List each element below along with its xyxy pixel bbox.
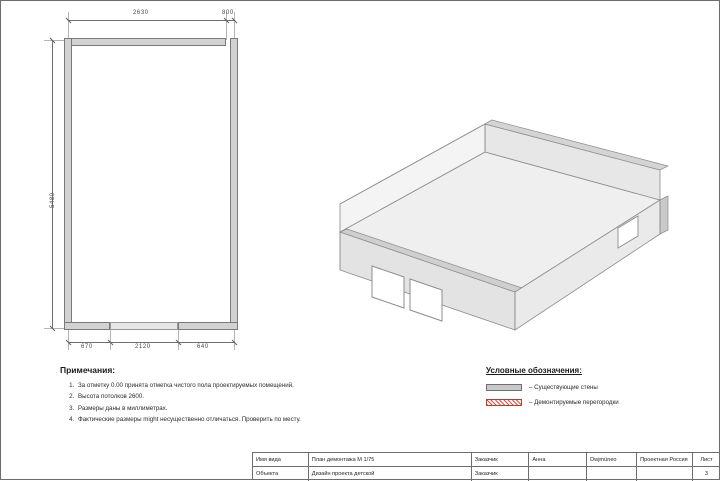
extension-line: [226, 12, 227, 40]
extension-line: [178, 330, 179, 350]
dimension-line-bottom-1: [68, 342, 110, 343]
dimension-line-left: [52, 40, 53, 328]
sheet-number: 3: [704, 471, 709, 477]
dimension-label-bottom-3: 640: [197, 344, 209, 350]
customer-label: Заказчик: [472, 453, 530, 466]
object-value: Дизайн проекта детской: [309, 467, 472, 481]
existing-wall-bottom-right: [178, 322, 238, 330]
notes-title: Примечания:: [60, 365, 116, 375]
project-label: Проектная Россия: [637, 453, 693, 466]
legend-title: Условные обозначения:: [486, 366, 582, 375]
note-item: 3. Размеры даны в миллиметрах.: [76, 403, 450, 414]
dimension-value: [587, 467, 637, 481]
notes-list: [60, 380, 450, 426]
demolished-partition-swatch: [486, 399, 522, 406]
legend-row-existing: [486, 384, 686, 391]
author-value: Анна: [529, 453, 587, 466]
dimension-line-bottom-2: [110, 342, 178, 343]
extension-line: [234, 12, 235, 40]
legend-row-demolished: [486, 399, 686, 406]
extension-line: [110, 330, 111, 350]
extension-line: [68, 330, 69, 350]
dimension-line-top-1: [68, 20, 226, 21]
dimension-label: Dwjmüneo: [587, 453, 637, 466]
legend-block: [486, 366, 686, 414]
notes-block: [60, 365, 450, 426]
room-wall-right-top: [660, 196, 668, 234]
sheet-border-left: [0, 0, 1, 480]
existing-wall-left: [64, 38, 72, 330]
title-block-row-1: [253, 453, 720, 466]
extension-line: [68, 12, 69, 40]
author-label: [529, 467, 587, 481]
dimension-label-top-2: 800: [222, 10, 234, 16]
title-block: [252, 452, 720, 480]
existing-wall-right: [230, 38, 238, 330]
title-block-row-2: [253, 466, 720, 481]
view-name-label: Имя вида: [253, 453, 309, 466]
dimension-label-bottom-2: 2120: [135, 344, 151, 350]
customer-value: Заказчик: [472, 467, 530, 481]
existing-wall-swatch: [486, 384, 522, 391]
dimension-label-top-1: 2630: [133, 10, 149, 16]
note-item: 2. Высота потолков 2600.: [76, 391, 450, 402]
view-name-value: План демонтажа М 1/75: [309, 453, 472, 466]
sheet-border-top: [0, 0, 720, 1]
project-value: [637, 467, 693, 481]
existing-wall-top: [64, 38, 226, 46]
isometric-room-svg: [300, 20, 700, 370]
legend-label-demolished: – Демонтируемые перегородки: [529, 399, 619, 406]
extension-line: [234, 330, 235, 350]
sheet-label: Лист: [700, 456, 713, 463]
opening-bottom-wall: [110, 322, 178, 330]
existing-wall-bottom-left: [64, 322, 110, 330]
object-label: Объекта: [253, 467, 309, 481]
note-item: 4. Фактические размеры might несущественно отличаться. Проверить по месту.: [76, 414, 450, 425]
floor-plan-view: [30, 8, 290, 353]
dimension-label-left: 5480: [50, 192, 56, 208]
dimension-label-bottom-1: 670: [81, 344, 93, 350]
dimension-line-bottom-3: [178, 342, 235, 343]
legend-label-existing: – Существующие стены: [529, 384, 598, 391]
isometric-room-view: [300, 20, 700, 370]
note-item: 1. За отметку 0.00 принята отметка чистого пола проектируемых помещений.: [76, 380, 450, 391]
